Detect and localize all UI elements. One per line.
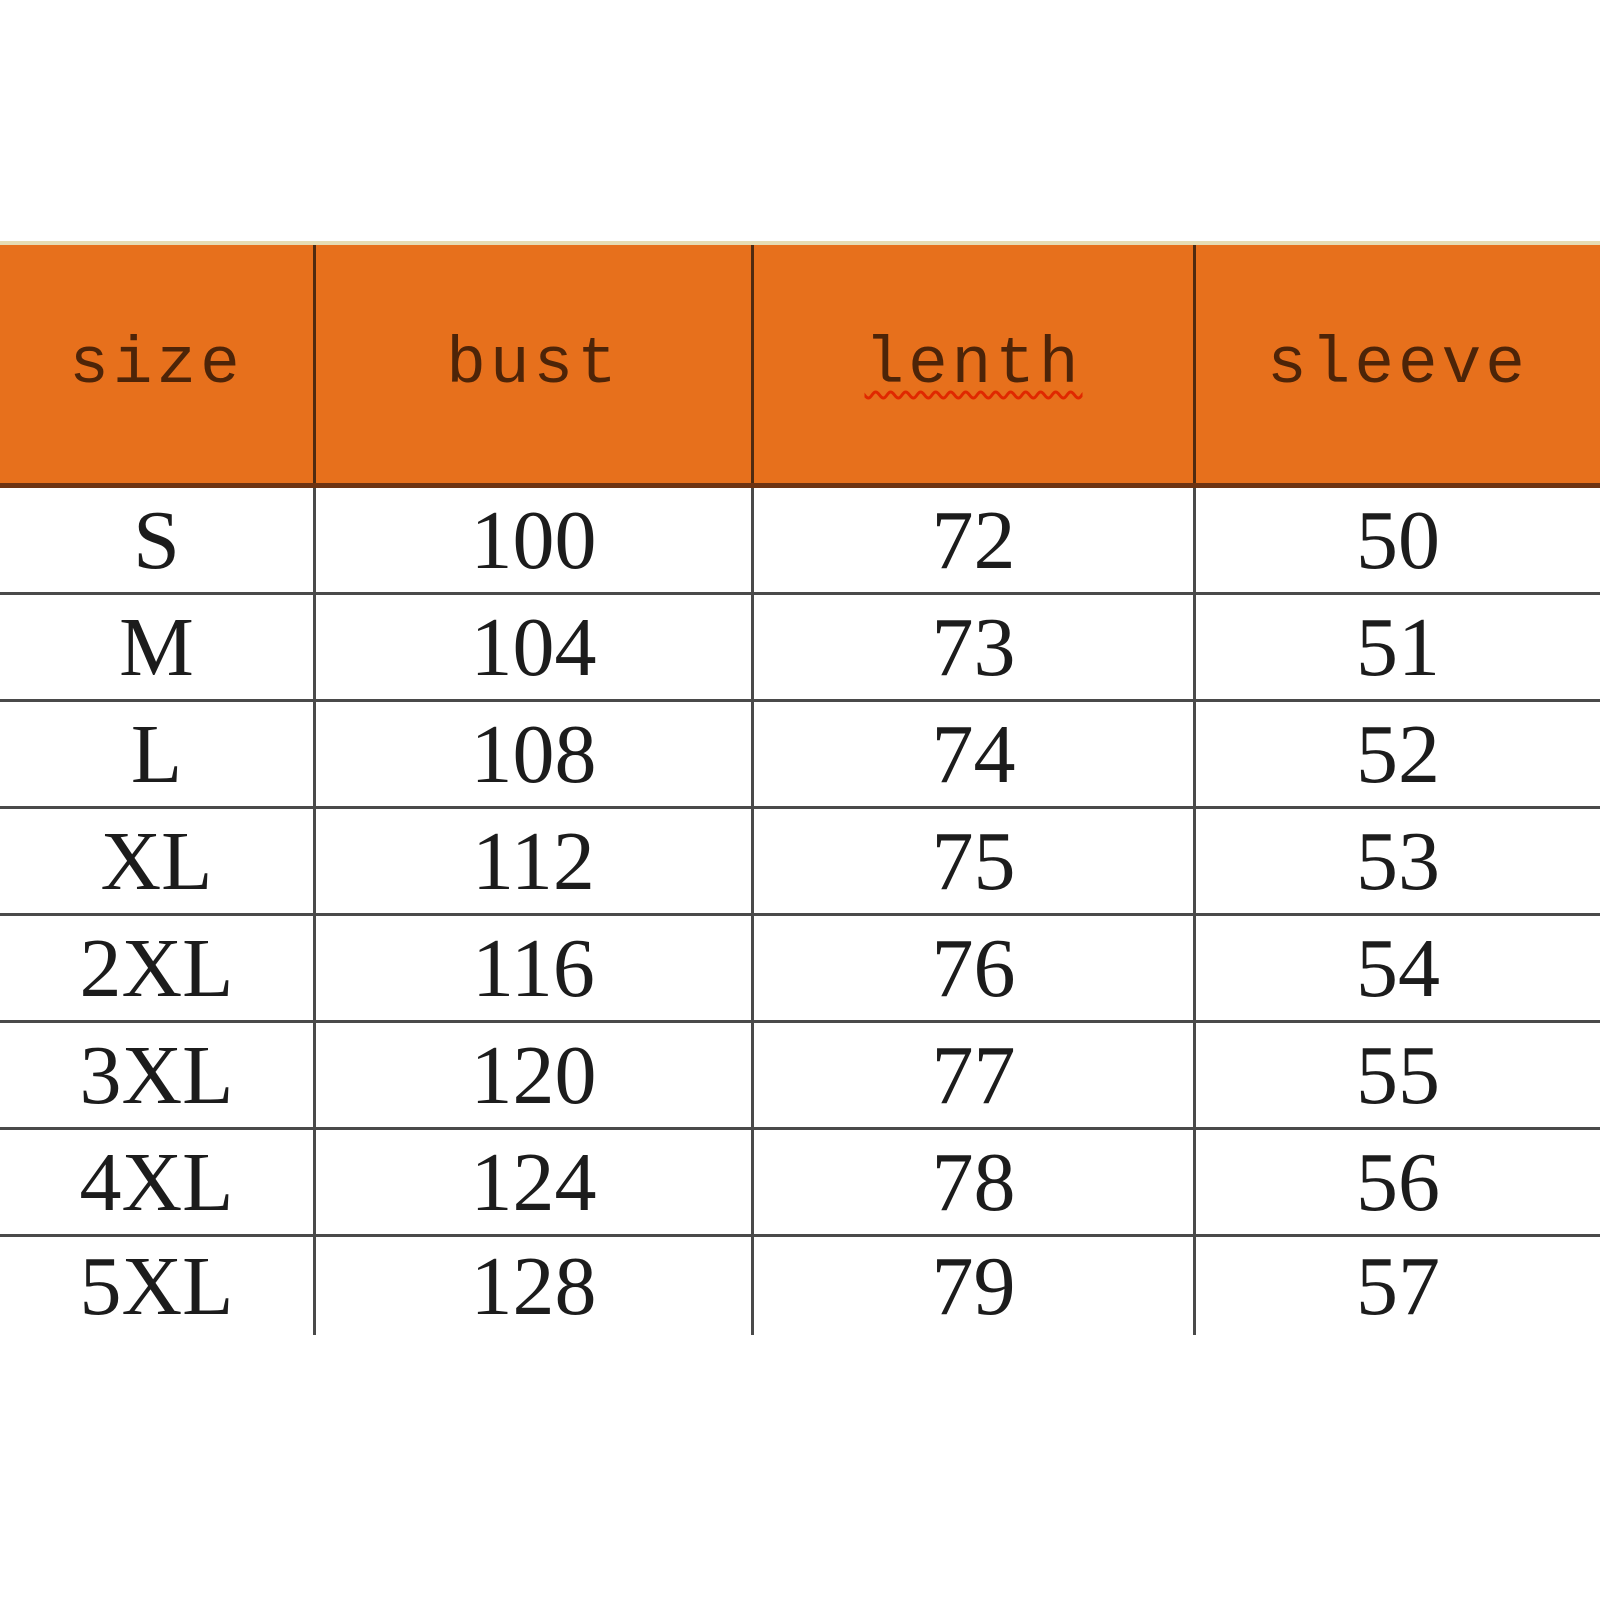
cell-lenth <box>751 916 1193 1020</box>
table-row-l <box>0 702 1600 809</box>
header-label-size: size <box>69 326 244 402</box>
cell-sleeve <box>1193 1130 1600 1234</box>
cell-value: 77 <box>931 1028 1016 1122</box>
cell-value: 104 <box>470 600 597 694</box>
header-cell-bust <box>313 245 751 483</box>
cell-value: L <box>130 707 183 801</box>
cell-value: 2XL <box>79 921 234 1015</box>
header-label-lenth-misspelled: lenth <box>864 326 1083 402</box>
cell-sleeve <box>1193 1237 1600 1335</box>
cell-lenth <box>751 488 1193 592</box>
table-row-5xl <box>0 1237 1600 1335</box>
cell-bust <box>313 1237 751 1335</box>
cell-value: XL <box>100 814 213 908</box>
cell-value: 52 <box>1356 707 1440 801</box>
cell-size <box>0 1130 313 1234</box>
cell-size <box>0 488 313 592</box>
cell-lenth <box>751 1130 1193 1234</box>
cell-value: M <box>119 600 194 694</box>
table-row-xl <box>0 809 1600 916</box>
table-row-2xl <box>0 916 1600 1023</box>
cell-bust <box>313 809 751 913</box>
cell-lenth <box>751 1237 1193 1335</box>
cell-value: 128 <box>470 1239 597 1333</box>
cell-value: 74 <box>931 707 1016 801</box>
cell-value: S <box>133 493 180 587</box>
cell-value: 53 <box>1356 814 1440 908</box>
cell-bust <box>313 1130 751 1234</box>
cell-value: 124 <box>470 1135 597 1229</box>
cell-size <box>0 1237 313 1335</box>
table-row-3xl <box>0 1023 1600 1130</box>
cell-value: 73 <box>931 600 1016 694</box>
cell-value: 108 <box>470 707 597 801</box>
cell-bust <box>313 595 751 699</box>
cell-sleeve <box>1193 1023 1600 1127</box>
cell-bust <box>313 702 751 806</box>
cell-value: 57 <box>1356 1239 1440 1333</box>
header-label-sleeve: sleeve <box>1267 326 1529 402</box>
cell-size <box>0 809 313 913</box>
table-row-m <box>0 595 1600 702</box>
cell-value: 78 <box>931 1135 1016 1229</box>
cell-sleeve <box>1193 595 1600 699</box>
header-cell-lenth <box>751 245 1193 483</box>
table-body <box>0 488 1600 1335</box>
cell-value: 50 <box>1356 493 1440 587</box>
cell-value: 72 <box>931 493 1016 587</box>
cell-lenth <box>751 809 1193 913</box>
cell-lenth <box>751 702 1193 806</box>
header-cell-size <box>0 245 313 483</box>
cell-bust <box>313 1023 751 1127</box>
cell-value: 100 <box>470 493 597 587</box>
cell-value: 51 <box>1356 600 1440 694</box>
cell-bust <box>313 916 751 1020</box>
cell-sleeve <box>1193 488 1600 592</box>
cell-value: 76 <box>931 921 1016 1015</box>
cell-sleeve <box>1193 916 1600 1020</box>
cell-lenth <box>751 595 1193 699</box>
table-header-row <box>0 241 1600 488</box>
table-row-4xl <box>0 1130 1600 1237</box>
cell-value: 112 <box>472 814 595 908</box>
header-label-bust: bust <box>446 326 621 402</box>
cell-value: 4XL <box>79 1135 234 1229</box>
cell-size <box>0 595 313 699</box>
cell-value: 120 <box>470 1028 597 1122</box>
cell-size <box>0 1023 313 1127</box>
cell-sleeve <box>1193 809 1600 913</box>
cell-value: 75 <box>931 814 1016 908</box>
cell-lenth <box>751 1023 1193 1127</box>
cell-value: 56 <box>1356 1135 1440 1229</box>
cell-value: 79 <box>931 1239 1016 1333</box>
size-table <box>0 241 1600 1335</box>
table-row-s <box>0 488 1600 595</box>
header-cell-sleeve <box>1193 245 1600 483</box>
cell-value: 54 <box>1356 921 1440 1015</box>
cell-value: 116 <box>472 921 595 1015</box>
cell-value: 55 <box>1356 1028 1440 1122</box>
cell-size <box>0 916 313 1020</box>
cell-value: 3XL <box>79 1028 234 1122</box>
cell-sleeve <box>1193 702 1600 806</box>
cell-bust <box>313 488 751 592</box>
cell-size <box>0 702 313 806</box>
cell-value: 5XL <box>79 1239 234 1333</box>
